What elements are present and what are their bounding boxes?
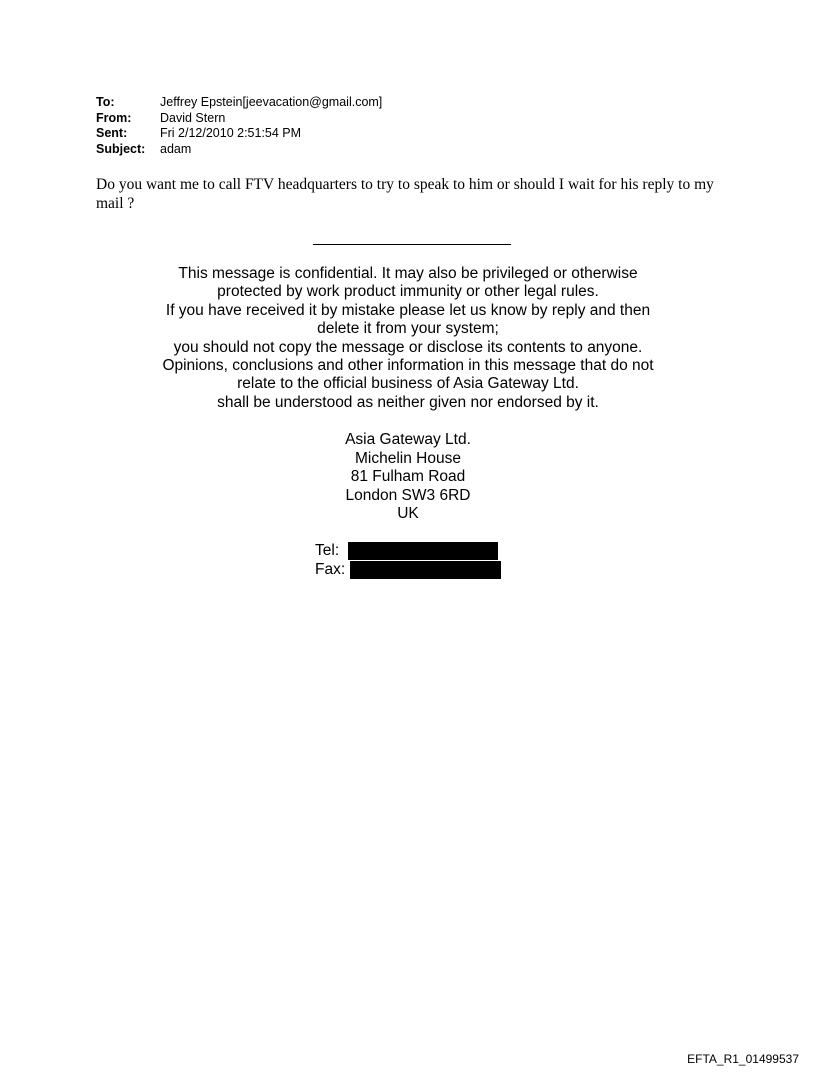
email-header [96, 95, 382, 157]
fax-redaction-box [350, 561, 501, 579]
signature-divider [313, 244, 511, 245]
subject-row [96, 142, 382, 158]
tel-redaction-box [348, 542, 498, 560]
disclaimer-line: This message is confidential. It may also be privileged or otherwise [178, 265, 638, 282]
subject-label: Subject: [96, 141, 146, 156]
sent-label: Sent: [96, 126, 128, 140]
address-line: UK [397, 505, 419, 522]
to-label: To: [96, 95, 115, 109]
address-line: Asia Gateway Ltd. [345, 431, 471, 448]
disclaimer-line: you should not copy the message or disclose its contents to anyone. [173, 338, 643, 356]
address-line: London SW3 6RD [345, 486, 471, 504]
from-row [96, 111, 382, 127]
disclaimer-line: Opinions, conclusions and other information in this message that do not [162, 357, 654, 375]
fax-row [315, 560, 501, 579]
message-body: Do you want me to call FTV headquarters to try to speak to him or should I wait for his reply to my mail ? [96, 176, 714, 212]
disclaimer-line: delete it from your system; [317, 320, 499, 338]
disclaimer-line: shall be understood as neither given nor endorsed by it. [217, 393, 599, 411]
from-value: David Stern [160, 110, 226, 125]
from-label: From: [96, 110, 132, 125]
sent-row [96, 126, 382, 142]
document-id: EFTA_R1_01499537 [687, 1052, 799, 1066]
fax-label: Fax: [315, 561, 346, 578]
company-address [258, 431, 558, 524]
to-row [96, 95, 382, 111]
to-value: Jeffrey Epstein[jeevacation@gmail.com] [160, 95, 383, 109]
disclaimer-line: If you have received it by mistake please let us know by reply and then [165, 301, 651, 319]
contact-block [315, 541, 501, 579]
tel-label: Tel: [315, 542, 340, 559]
disclaimer-line: protected by work product immunity or other legal rules. [217, 283, 599, 301]
sent-value: Fri 2/12/2010 2:51:54 PM [160, 126, 302, 140]
disclaimer-line: relate to the official business of Asia Gateway Ltd. [237, 375, 579, 393]
address-line: 81 Fulham Road [350, 468, 466, 485]
tel-row [315, 541, 501, 560]
subject-value: adam [160, 141, 192, 156]
confidentiality-disclaimer [108, 265, 708, 412]
address-line: Michelin House [355, 449, 461, 467]
